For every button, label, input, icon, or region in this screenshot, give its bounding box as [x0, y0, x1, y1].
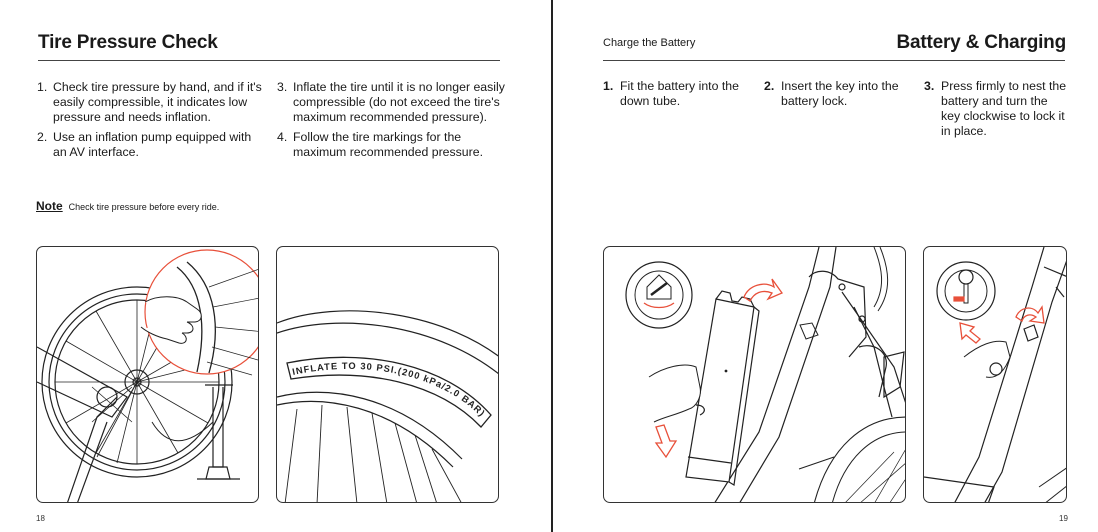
step-number: 3. [924, 79, 935, 93]
lock-key-icon [937, 262, 1038, 341]
hand-squeeze-magnifier [141, 250, 259, 375]
page-title: Battery & Charging [896, 32, 1066, 53]
step-text: Fit the battery into the down tube. [620, 79, 739, 108]
step-text: Follow the tire markings for the maximum recommended pressure. [293, 130, 483, 159]
note-label: Note [36, 199, 63, 213]
step-item [277, 80, 505, 125]
hand-drawing [964, 341, 1010, 377]
lock-magnifier-icon [626, 262, 692, 328]
page-number: 18 [36, 514, 45, 523]
step-number: 2. [37, 130, 48, 144]
step-text: Use an inflation pump equipped with an AV interface. [53, 130, 252, 159]
step-item [924, 79, 1069, 139]
step-number: 1. [603, 79, 614, 93]
hand-drawing [649, 365, 704, 422]
step-text: Check tire pressure by hand, and if it's easily compressible, it indicates low pressure and needs inflation. [53, 80, 262, 124]
steps-list [277, 80, 505, 165]
step-item [603, 79, 748, 109]
step-number: 1. [37, 80, 48, 94]
pump-illustration [36, 246, 259, 503]
title-divider [38, 60, 500, 61]
tire-marking-illustration [276, 246, 499, 503]
step-item [37, 130, 262, 160]
page-title: Tire Pressure Check [38, 32, 218, 53]
step-number: 4. [277, 130, 288, 144]
steps-list [37, 80, 262, 165]
step-text: Inflate the tire until it is no longer easily compressible (do not exceed the tire's maximum recommended pressure). [293, 80, 505, 124]
step-item [277, 130, 505, 160]
key-lock-illustration [923, 246, 1067, 503]
step-number: 2. [764, 79, 775, 93]
step-text: Insert the key into the battery lock. [781, 79, 899, 108]
step-number: 3. [277, 80, 288, 94]
page-number: 19 [1059, 514, 1068, 523]
step-item [764, 79, 909, 109]
battery-insert-illustration [603, 246, 906, 503]
right-page [553, 0, 1098, 532]
section-label: Charge the Battery [603, 37, 696, 49]
note [36, 199, 219, 213]
step-text: Press firmly to nest the battery and turn the key clockwise to lock it in place. [941, 79, 1067, 138]
tire-marking-text: INFLATE TO 30 PSI.(200 kPa/2.0 BAR) [291, 360, 488, 419]
step-item [37, 80, 262, 125]
title-divider [603, 60, 1065, 61]
note-text: Check tire pressure before every ride. [68, 202, 220, 212]
